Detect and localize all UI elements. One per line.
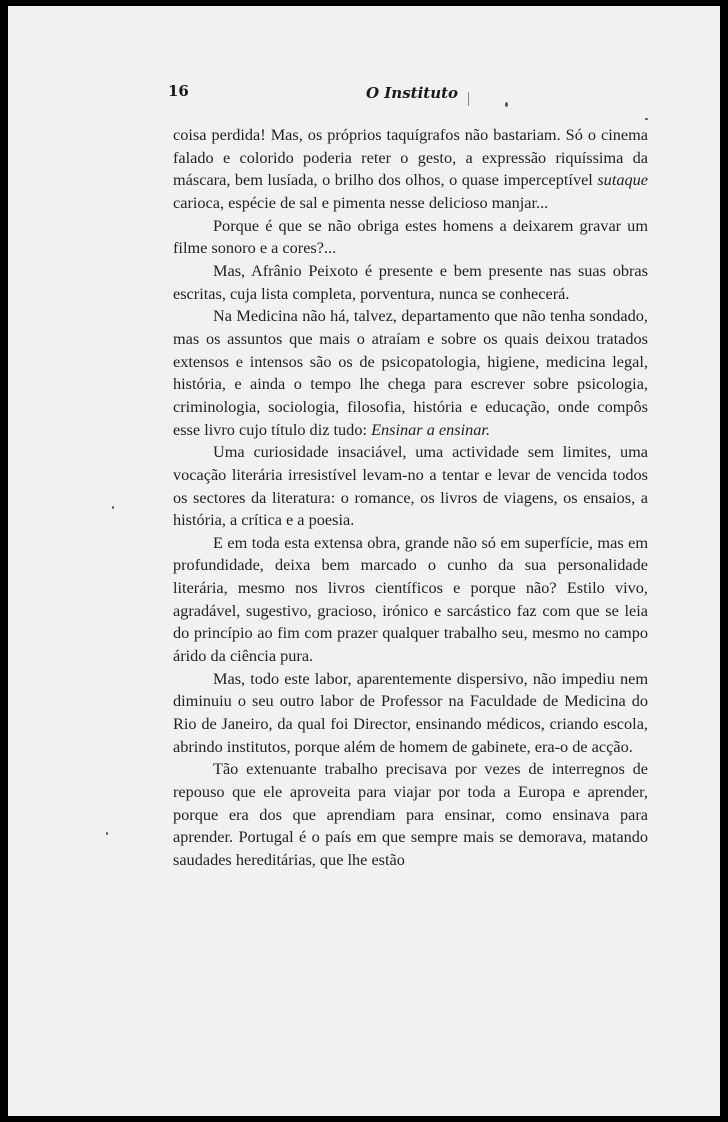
text-span: E em toda esta extensa obra, grande não só em superfície, mas em profundidade, deixa bem marcado o cunho da sua personalidade literária, mesmo nos livros científicos e porque não? Estilo vivo, agradável, sugestivo, gracioso, irónico e sarcástico faz com que se leia do princípio ao fim com prazer qualquer trabalho seu, mesmo no campo árido da ciência pura.	[173, 532, 648, 666]
page-number: 16	[168, 82, 189, 100]
scan-speck	[645, 118, 648, 120]
italic-word: sutaque	[597, 170, 648, 190]
text-span: carioca, espécie de sal e pimenta nesse delicioso manjar...	[173, 192, 549, 212]
book-page	[8, 6, 720, 1116]
text-span: Tão extenuante trabalho precisava por vezes de interregnos de repouso que ele aproveita para viajar por toda a Europa e aprender, porque era dos que aprendiam para ensinar, como ensinava para aprender. Portugal é o país em que sempre mais se demorava, matando saudades hereditárias, que lhe estão	[173, 759, 648, 869]
paragraph-4	[173, 441, 648, 532]
scan-speck	[505, 102, 508, 107]
paragraph-3	[173, 305, 648, 441]
paragraph-2	[173, 260, 648, 305]
text-span: Uma curiosidade insaciável, uma actividade sem limites, uma vocação literária irresistível levam-no a tentar e levar de vencida todos os sectores da literatura: o romance, os livros de viagens, os ensaios, a história, a crítica e a poesia.	[173, 442, 648, 530]
paragraph-5	[173, 532, 648, 668]
scan-speck	[106, 832, 108, 835]
text-span: coisa perdida! Mas, os próprios taquígrafos não bastariam. Só o cinema falado e colorido poderia reter o gesto, a expressão riquíssima da máscara, bem lusíada, o brilho dos olhos, o quase imperceptível	[173, 125, 648, 190]
scan-speck	[112, 506, 114, 509]
text-span: Mas, Afrânio Peixoto é presente e bem presente nas suas obras escritas, cuja lista completa, porventura, nunca se conhecerá.	[173, 260, 648, 303]
body-text	[173, 124, 648, 872]
paragraph-6	[173, 668, 648, 759]
text-span: Porque é que se não obriga estes homens a deixarem gravar um filme sonoro e a cores?...	[173, 215, 648, 258]
paragraph-0	[173, 124, 648, 215]
text-span: Mas, todo este labor, aparentemente dispersivo, não impediu nem diminuiu o seu outro labor de Professor na Faculdade de Medicina do Rio de Janeiro, da qual foi Director, ensinando médicos, criando escola, abrindo institutos, porque além de homem de gabinete, era-o de acção.	[173, 668, 648, 756]
text-span: Na Medicina não há, talvez, departamento que não tenha sondado, mas os assuntos que mais o atraíam e sobre os quais deixou tratados extensos e intensos são os de psicopatologia, higiene, medicina legal, história, e ainda o tempo lhe chega para escrever sobre psicologia, criminologia, sociologia, filosofia, história e educação, onde compôs esse livro cujo título diz tudo:	[173, 306, 648, 439]
running-title: O Instituto	[366, 84, 459, 102]
italic-book-title: Ensinar a ensinar.	[371, 419, 491, 439]
paragraph-1	[173, 215, 648, 260]
scan-speck	[468, 92, 469, 106]
page-header	[8, 76, 720, 106]
paragraph-7	[173, 758, 648, 871]
